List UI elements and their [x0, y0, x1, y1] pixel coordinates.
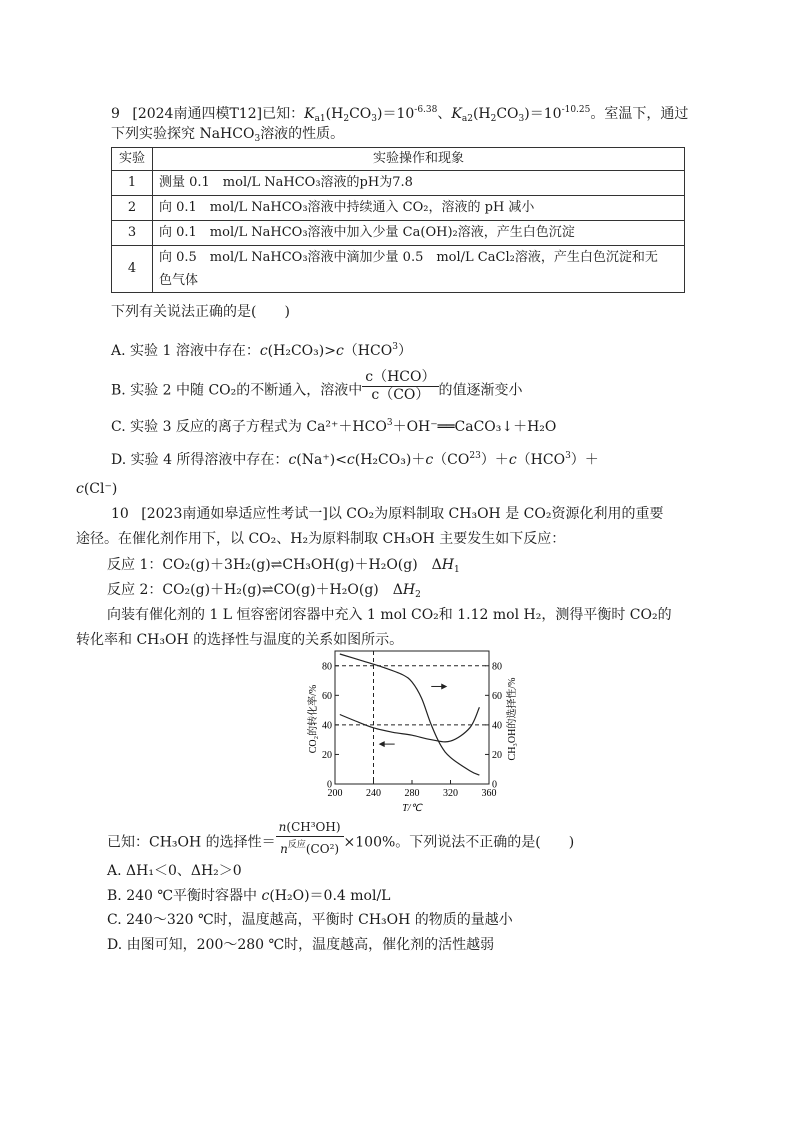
x-tick-label: 240: [366, 788, 381, 799]
y-tick-label-left: 40: [322, 720, 332, 732]
y-tick-label-right: 40: [492, 720, 502, 732]
q10-line1: 10 [2023南通如皋适应性考试一]以 CO₂为原料制取 CH₃OH 是 CO₂资源化利用的重要: [111, 506, 664, 522]
left-axis-arrowhead: [379, 741, 385, 747]
table-cell-num: 4: [112, 246, 153, 293]
table-row: [112, 196, 685, 221]
q9-source: [2024南通四模T12]已知：: [132, 106, 305, 122]
q9-option-a: A. 实验 1 溶液中存在：$c(H_2CO_3)>c(HCO^3)$: [111, 342, 412, 359]
table-header-cell: 实验操作和现象: [153, 148, 685, 171]
ka1-exponent: -6.38: [414, 105, 438, 115]
table-row: [112, 221, 685, 246]
chart-axes: [335, 651, 489, 784]
q9-option-b: B. 实验 2 中随 CO₂的不断通入，溶液中 $\frac{\text{c（HCO）}}{c(CO)}$ 的值逐渐变小: [111, 369, 523, 403]
x-tick-label: 360: [481, 788, 497, 799]
y-tick-label-left: 60: [322, 690, 332, 702]
q9-number: 9: [111, 106, 120, 122]
y-tick-label-left: 0: [327, 779, 332, 791]
plot-frame: [335, 651, 489, 784]
x-tick-label: 200: [327, 788, 343, 799]
y-tick-label-right: 0: [492, 779, 497, 791]
q10-option-d: D. 由图可知，200～280 ℃时，温度越高，催化剂的活性越弱: [107, 937, 495, 953]
q10-option-a: A. ΔH₁＜0、ΔH₂＞0: [107, 863, 242, 879]
ka1-symbol: K: [304, 106, 315, 122]
q10-known: 已知：CH₃OH 的选择性＝ $\frac{\text{n(CH³OH)}}{n^{反应}(CO^2)}$ ×100%。下列说法不正确的是( ): [107, 820, 575, 856]
q9-question: 下列有关说法正确的是( ): [111, 304, 290, 320]
table-row: [112, 171, 685, 196]
ka2-symbol: K: [451, 106, 462, 122]
q9-option-c: C. 实验 3 反应的离子方程式为 $Ca^{2+}+HCO^3+OH^-══CaCO_3↓+H_2O$: [111, 418, 557, 435]
q10-reaction-1: 反应 1：CO₂(g)＋3H₂(g)⇌CH₃OH(g)＋H₂O(g) $\Delta H_1$: [107, 557, 460, 575]
table-cell-text: 测量 0.1 mol/L NaHCO₃溶液的pH为7.8: [153, 171, 685, 196]
selectivity-fraction: $\frac{\text{n(CH³OH)}}{n^{反应}(CO^2)}$: [276, 819, 344, 858]
x-axis-label: T/℃: [402, 803, 422, 814]
ka2-exponent: -10.25: [561, 105, 591, 115]
right-axis-arrowhead: [441, 683, 447, 689]
table-header-cell: 实验: [112, 148, 153, 171]
y-tick-label-left: 80: [322, 661, 332, 673]
q10-option-b: B. 240 ℃平衡时容器中 c(H₂O)＝0.4 mol/L: [107, 888, 391, 904]
q10-line4: 转化率和 CH₃OH 的选择性与温度的关系如图所示。: [76, 632, 404, 648]
y-tick-label-left: 20: [322, 749, 332, 761]
q10-reaction-2: 反应 2：CO₂(g)＋H₂(g)⇌CO(g)＋H₂O(g) $\Delta H_2$: [107, 582, 421, 600]
table-cell-num: 1: [112, 171, 153, 196]
y-axis-label-left: CO₂的转化率/%: [308, 684, 319, 754]
table-cell-num: 3: [112, 221, 153, 246]
chart-reference-lines: [335, 651, 489, 784]
y-tick-label-right: 20: [492, 749, 502, 761]
q9-intro-line1: 9 [2024南通四模T12]已知：$K_{a1}(H_2CO_3)=10^{-6.38}$、$K_{a2}(H_2CO_3)=10^{-10.25}$。室温下，通过: [111, 105, 689, 124]
concentration-fraction: $\frac{\text{c（HCO）}}{c(CO)}$: [362, 369, 438, 404]
x-tick-label: 320: [443, 788, 458, 799]
table-cell-num: 2: [112, 196, 153, 221]
table-header-row: [112, 148, 685, 171]
experiment-table: [111, 147, 685, 293]
chart-curves: [340, 654, 480, 775]
y-axis-label-right: CH₃OH的选择性/%: [507, 677, 518, 761]
table-cell-text: 向 0.1 mol/L NaHCO₃溶液中持续通入 CO₂，溶液的 pH 减小: [153, 196, 685, 221]
q9-intro-line2: 下列实验探究 NaHCO$_3$溶液的性质。: [111, 126, 345, 144]
q9-option-d: D. 实验 4 所得溶液中存在：$c(Na^+)<c(H_2CO_3)+c(CO^{23})+c(HCO^3)+$: [111, 451, 599, 468]
q10-line2: 途径。在催化剂作用下，以 CO₂、H₂为原料制取 CH₃OH 主要发生如下反应：: [76, 531, 566, 547]
y-tick-label-right: 60: [492, 690, 502, 702]
table-row: [112, 246, 685, 293]
table-cell-text: 向 0.5 mol/L NaHCO₃溶液中滴加少量 0.5 mol/L CaCl₂溶液，产生白色沉淀和无 色气体: [153, 246, 685, 293]
q10-option-c: C. 240～320 ℃时，温度越高，平衡时 CH₃OH 的物质的量越小: [107, 912, 513, 928]
co2-conversion-curve: [340, 707, 480, 742]
q10-line3: 向装有催化剂的 1 L 恒容密闭容器中充入 1 mol CO₂和 1.12 mol H₂，测得平衡时 CO₂的: [107, 607, 672, 623]
q10-number: 10: [111, 506, 129, 522]
table-cell-text: 向 0.1 mol/L NaHCO₃溶液中加入少量 Ca(OH)₂溶液，产生白色沉淀: [153, 221, 685, 246]
conversion-selectivity-chart: [296, 644, 530, 816]
q9-option-d-cont: c(Cl⁻): [76, 481, 118, 497]
y-tick-label-right: 80: [492, 661, 502, 673]
x-tick-label: 280: [404, 788, 420, 799]
ch3oh-selectivity-curve: [340, 654, 480, 775]
